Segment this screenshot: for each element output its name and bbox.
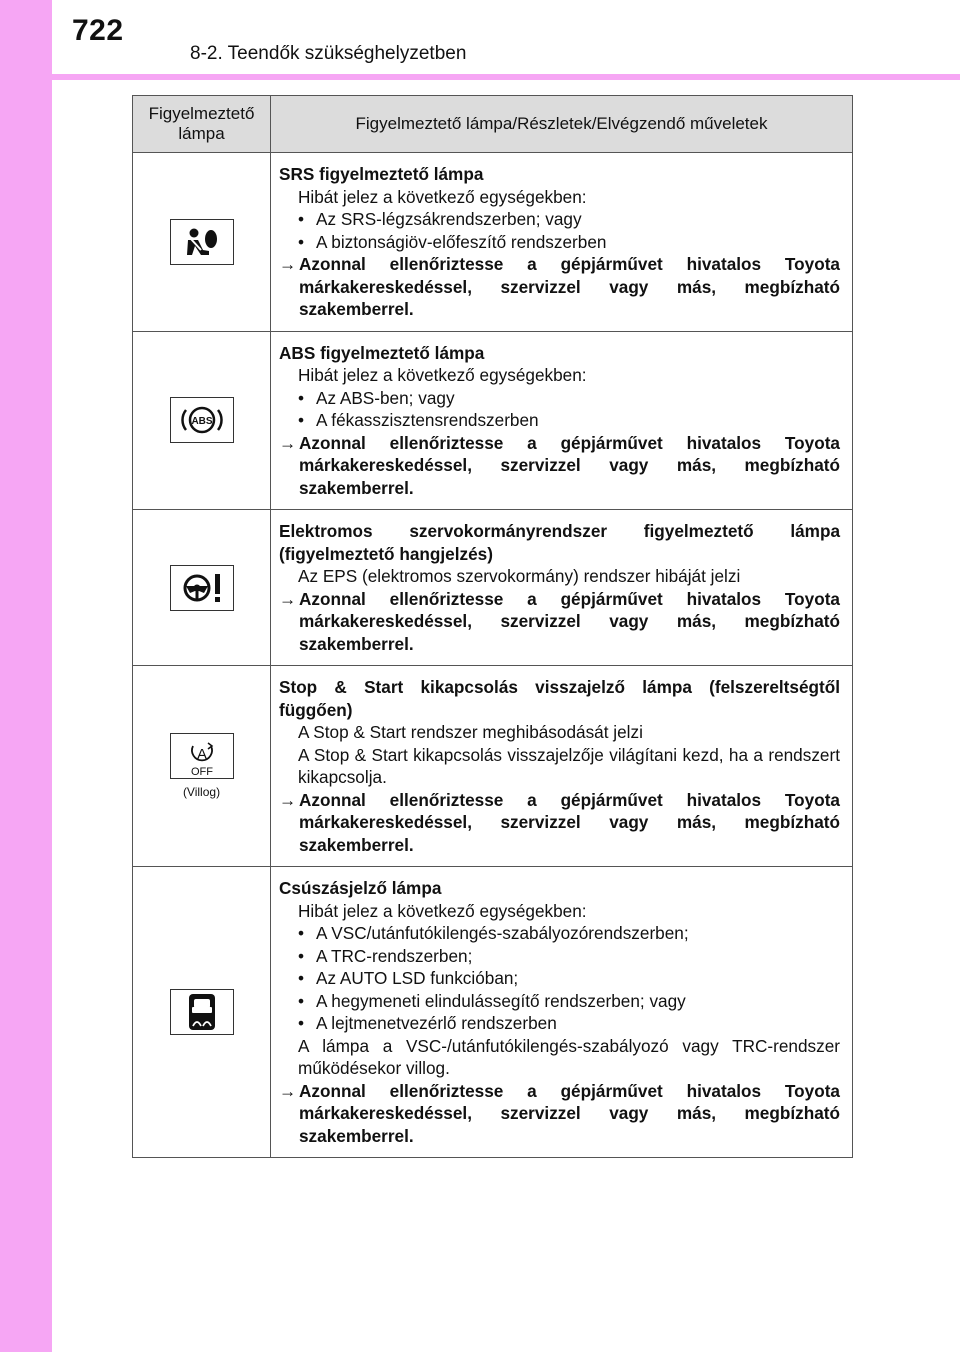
- action-text: → Azonnal ellenőriztesse a gépjárművet hivatalos Toyota márkakereskedéssel, szervizzel vagy más, megbízható szakemberrel.: [279, 1080, 840, 1146]
- table-row: [133, 331, 853, 510]
- page-number: 722: [72, 14, 124, 47]
- row-line: Hibát jelez a következő egységekben:: [298, 186, 587, 207]
- icon-cell: [133, 867, 271, 1158]
- col-header-details: Figyelmeztető lámpa/Részletek/Elvégzendő műveletek: [271, 96, 853, 153]
- col-header-lamp: Figyelmeztető lámpa: [133, 96, 271, 153]
- bullet-item: • Az SRS-légzsákrendszerben; vagy: [298, 209, 582, 229]
- page-header: [52, 0, 960, 80]
- row-line: A Stop & Start kikapcsolás visszajelzője világítani kezd, ha a rendszert kikapcsolja.: [298, 744, 840, 787]
- icon-cell: [133, 666, 271, 867]
- row-text: [271, 331, 853, 510]
- bullet-item: • A TRC-rendszerben;: [298, 945, 473, 966]
- row-line: A Stop & Start rendszer meghibásodását jelzi: [298, 722, 643, 742]
- bullet-item: • A hegymeneti elindulássegítő rendszerben; vagy: [298, 990, 686, 1011]
- row-text: [271, 153, 853, 332]
- row-text: [271, 510, 853, 666]
- bullet-item: • A VSC/utánfutókilengés-szabályozórendszerben;: [298, 923, 689, 943]
- stop-start-off-icon: [170, 733, 234, 779]
- srs-airbag-icon: [170, 219, 234, 265]
- off-icon-label: OFF: [190, 766, 213, 778]
- bullet-item: • Az AUTO LSD funkcióban;: [298, 968, 519, 988]
- action-text: → Azonnal ellenőriztesse a gépjárművet hivatalos Toyota márkakereskedéssel, szervizzel vagy más, megbízható szakemberrel.: [279, 432, 840, 498]
- icon-caption: (Villog): [182, 785, 221, 799]
- action-text: → Azonnal ellenőriztesse a gépjárművet hivatalos Toyota márkakereskedéssel, szervizzel vagy más, megbízható szakemberrel.: [279, 588, 840, 654]
- table-row: [133, 867, 853, 1158]
- row-line: Az EPS (elektromos szervokormány) rendszer hibáját jelzi: [298, 566, 741, 586]
- row-text: [271, 867, 853, 1158]
- icon-cell: [133, 510, 271, 666]
- power-steering-warning-icon: [170, 565, 234, 611]
- abs-icon-label: ABS: [190, 416, 213, 428]
- abs-icon: [170, 397, 234, 443]
- section-title: 8-2. Teendők szükséghelyzetben: [190, 43, 467, 64]
- row-text: [271, 666, 853, 867]
- action-text: → Azonnal ellenőriztesse a gépjárművet hivatalos Toyota márkakereskedéssel, szervizzel vagy más, megbízható szakemberrel.: [279, 254, 840, 319]
- table-row: [133, 153, 853, 332]
- row-title: Elektromos szervokormányrendszer figyelmeztető lámpa (figyelmeztető hangjelzés): [279, 521, 840, 564]
- bullet-item: • A fékasszisztensrendszerben: [298, 410, 539, 430]
- row-title: SRS figyelmeztető lámpa: [279, 164, 484, 184]
- icon-cell: [133, 153, 271, 332]
- warning-lights-table: [132, 95, 853, 1158]
- bullet-item: • A biztonságiöv-előfeszítő rendszerben: [298, 231, 607, 252]
- header-divider: [52, 74, 960, 80]
- table-header-row: [133, 96, 853, 153]
- action-text: → Azonnal ellenőriztesse a gépjárművet hivatalos Toyota márkakereskedéssel, szervizzel vagy más, megbízható szakemberrel.: [279, 789, 840, 855]
- table-row: [133, 666, 853, 867]
- row-title: Stop & Start kikapcsolás visszajelző lámpa (felszereltségtől függően): [279, 677, 840, 720]
- side-color-strip: [0, 0, 52, 1352]
- row-line: A lámpa a VSC-/utánfutókilengés-szabályozó vagy TRC-rendszer működésekor villog.: [298, 1035, 840, 1078]
- bullet-item: • Az ABS-ben; vagy: [298, 387, 455, 408]
- bullet-item: • A lejtmenetvezérlő rendszerben: [298, 1013, 557, 1033]
- table-row: [133, 510, 853, 666]
- row-title: Csúszásjelző lámpa: [279, 878, 442, 898]
- svg-text:A: A: [196, 746, 207, 763]
- row-title: ABS figyelmeztető lámpa: [279, 342, 485, 363]
- row-line: Hibát jelez a következő egységekben:: [298, 365, 587, 385]
- icon-cell: [133, 331, 271, 510]
- slip-indicator-icon: [170, 989, 234, 1035]
- row-line: Hibát jelez a következő egységekben:: [298, 900, 587, 921]
